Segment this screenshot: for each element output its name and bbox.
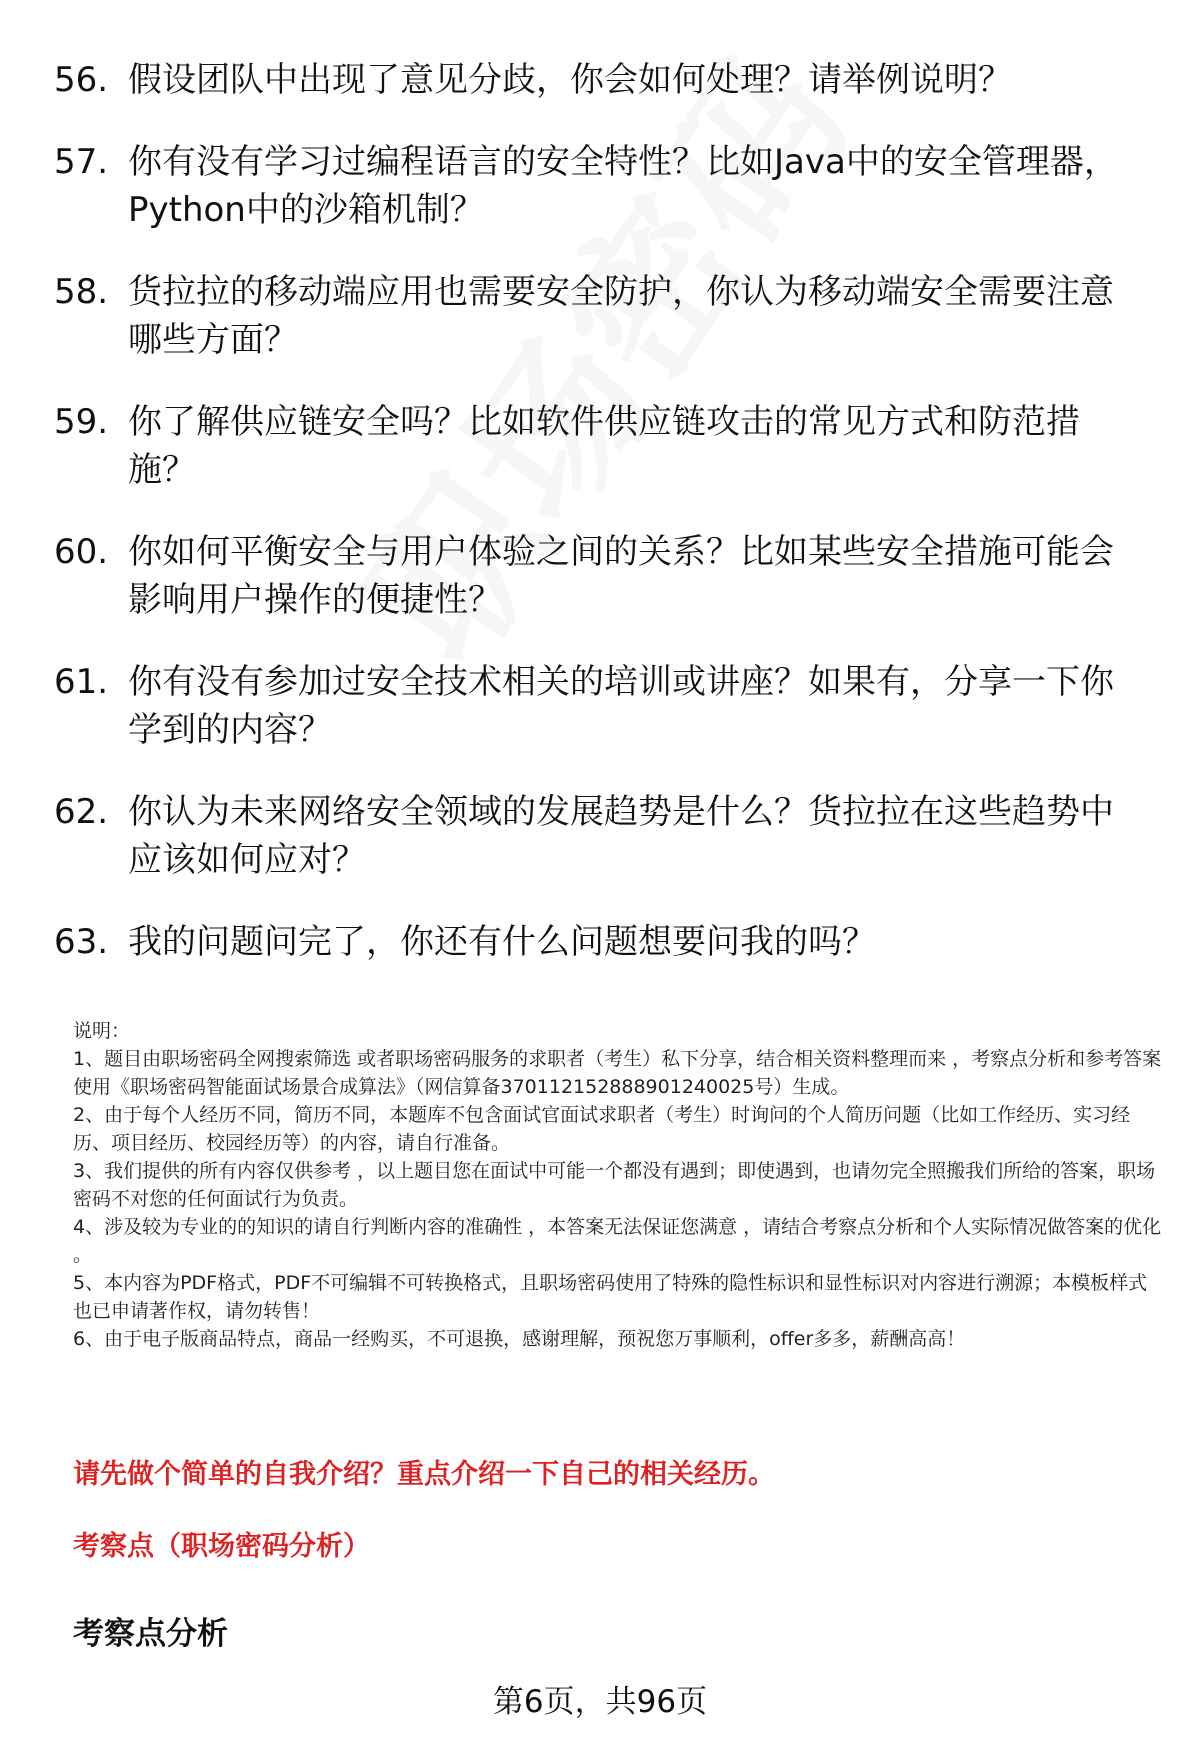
question-number: 63. <box>54 922 109 962</box>
red-subheading: 考察点（职场密码分析） <box>73 1531 370 1562</box>
red-question: 请先做个简单的自我介绍？重点介绍一下自己的相关经历。 <box>73 1459 775 1490</box>
page-footer: 第6页，共96页 <box>492 1684 708 1720</box>
note-item: 2、由于每个人经历不同，简历不同，本题库不包含面试官面试求职者（考生）时询问的个人简历问题（比如工作经历、实习经历、项目经历、校园经历等）的内容，请自行准备。 <box>73 1104 1131 1154</box>
question-number: 60. <box>54 532 109 572</box>
question-number: 57. <box>54 142 109 182</box>
question-text: 你有没有参加过安全技术相关的培训或讲座？如果有，分享一下你学到的内容？ <box>128 662 1114 750</box>
question-text: 假设团队中出现了意见分歧，你会如何处理？请举例说明？ <box>128 60 1012 100</box>
question-list <box>54 56 1144 1000</box>
question-text: 你如何平衡安全与用户体验之间的关系？比如某些安全措施可能会影响用户操作的便捷性？ <box>128 532 1114 620</box>
question-text: 你有没有学习过编程语言的安全特性？比如Java中的安全管理器，Python中的沙箱机制？ <box>128 142 1118 230</box>
question-item <box>54 138 1144 234</box>
question-number: 61. <box>54 662 109 702</box>
question-text: 你了解供应链安全吗？比如软件供应链攻击的常见方式和防范措施？ <box>128 402 1080 490</box>
question-text: 我的问题问完了，你还有什么问题想要问我的吗？ <box>128 922 876 962</box>
question-item <box>54 268 1144 364</box>
question-number: 59. <box>54 402 109 442</box>
notes-section <box>73 1017 1163 1353</box>
question-number: 62. <box>54 792 109 832</box>
question-item <box>54 658 1144 754</box>
question-item <box>54 398 1144 494</box>
question-number: 58. <box>54 272 109 312</box>
note-item: 4、涉及较为专业的的知识的请自行判断内容的准确性 ，本答案无法保证您满意 ，请结合考察点分析和个人实际情况做答案的优化 。 <box>73 1216 1162 1266</box>
question-number: 56. <box>54 60 109 100</box>
question-item <box>54 56 1144 104</box>
note-item: 5、本内容为PDF格式，PDF不可编辑不可转换格式，且职场密码使用了特殊的隐性标识和显性标识对内容进行溯源；本模板样式也已申请著作权，请勿转售！ <box>73 1272 1148 1322</box>
note-item: 1、题目由职场密码全网搜索筛选 或者职场密码服务的求职者（考生）私下分享，结合相关资料整理而来 ，考察点分析和参考答案使用《职场密码智能面试场景合成算法》（网信算备370112152888901240025号）生成。 <box>73 1048 1162 1098</box>
section-title: 考察点分析 <box>73 1616 228 1652</box>
note-item: 3、我们提供的所有内容仅供参考 ，以上题目您在面试中可能一个都没有遇到；即使遇到，也请勿完全照搬我们所给的答案，职场密码不对您的任何面试行为负责。 <box>73 1160 1156 1210</box>
question-item <box>54 528 1144 624</box>
notes-heading: 说明： <box>73 1020 131 1042</box>
note-item: 6、由于电子版商品特点，商品一经购买，不可退换，感谢理解，预祝您万事顺利，offer多多，薪酬高高！ <box>73 1328 966 1350</box>
question-item <box>54 918 1144 966</box>
question-text: 货拉拉的移动端应用也需要安全防护，你认为移动端安全需要注意哪些方面？ <box>128 272 1114 360</box>
question-item <box>54 788 1144 884</box>
question-text: 你认为未来网络安全领域的发展趋势是什么？货拉拉在这些趋势中应该如何应对？ <box>128 792 1114 880</box>
